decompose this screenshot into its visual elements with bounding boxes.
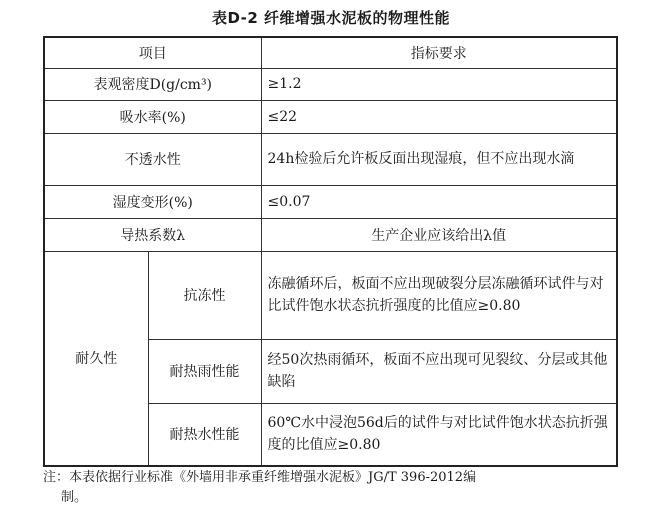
row-item: 抗冻性 (148, 251, 261, 339)
row-item: 表观密度D(g/cm³) (44, 68, 261, 100)
table-row (44, 133, 617, 185)
note-line-2: 制。 (61, 490, 88, 505)
header-item: 项目 (44, 37, 261, 68)
row-value: ≤22 (261, 100, 617, 133)
table-row (44, 68, 617, 100)
row-item: 耐热水性能 (148, 403, 261, 466)
row-item: 吸水率(%) (44, 100, 261, 133)
table-row (44, 251, 617, 339)
row-item: 导热系数λ (44, 218, 261, 251)
row-item: 不透水性 (44, 133, 261, 185)
physical-properties-table (43, 36, 618, 467)
row-value: 生产企业应该给出λ值 (261, 218, 617, 251)
row-item: 耐热雨性能 (148, 339, 261, 403)
table-row (44, 185, 617, 218)
row-value: ≥1.2 (261, 68, 617, 100)
row-value: 24h检验后允许板反面出现湿痕，但不应出现水滴 (261, 133, 617, 185)
note-line-1: 注：本表依据行业标准《外墙用非承重纤维增强水泥板》JG/T 396-2012编 (43, 470, 477, 485)
row-item: 湿度变形(%) (44, 185, 261, 218)
table-note (43, 468, 623, 508)
table-row (44, 100, 617, 133)
row-value: 冻融循环后，板面不应出现破裂分层冻融循环试件与对比试件饱水状态抗折强度的比值应≥0.80 (261, 251, 617, 339)
header-row (44, 37, 617, 68)
row-value: 60℃水中浸泡56d后的试件与对比试件饱水状态抗折强度的比值应≥0.80 (261, 403, 617, 466)
table-title: 表D-2 纤维增强水泥板的物理性能 (211, 9, 451, 27)
header-requirement: 指标要求 (261, 37, 617, 68)
table-row (44, 218, 617, 251)
durability-label: 耐久性 (44, 251, 148, 466)
row-value: ≤0.07 (261, 185, 617, 218)
row-value: 经50次热雨循环，板面不应出现可见裂纹、分层或其他缺陷 (261, 339, 617, 403)
